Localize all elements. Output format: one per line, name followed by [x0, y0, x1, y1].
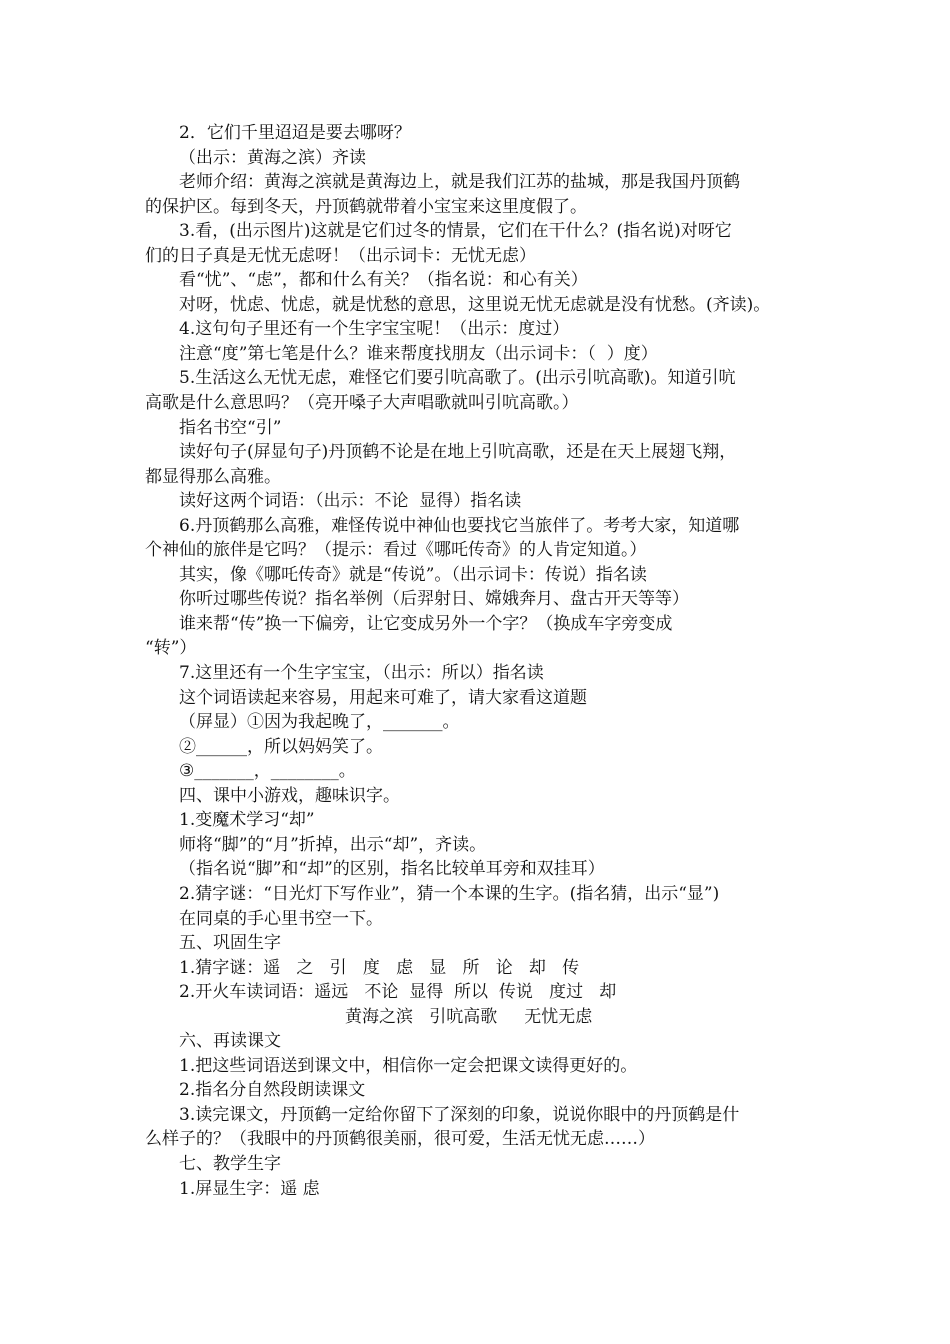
- text-line: 你听过哪些传说？指名举例（后羿射日、嫦娥奔月、盘古开天等等）: [179, 589, 689, 610]
- text-line: 的保护区。每到冬天，丹顶鹤就带着小宝宝来这里度假了。: [145, 196, 587, 217]
- text-line: 黄海之滨 引吭高歌 无忧无虑: [345, 1006, 593, 1027]
- text-line: 都显得那么高雅。: [145, 466, 281, 487]
- text-line: 么样子的？（我眼中的丹顶鹤很美丽，很可爱，生活无忧无虑……）: [145, 1129, 655, 1150]
- document-page: [145, 121, 825, 1201]
- text-line: 7.这里还有一个生字宝宝，（出示：所以）指名读: [179, 663, 544, 684]
- text-line: 其实，像《哪吒传奇》就是“传说”。（出示词卡：传说）指名读: [179, 564, 647, 585]
- text-line: 3.看，(出示图片)这就是它们过冬的情景，它们在干什么？(指名说)对呀它: [179, 221, 732, 242]
- text-line: 谁来帮“传”换一下偏旁，让它变成另外一个字？（换成车字旁变成: [179, 613, 673, 634]
- text-line: （出示：黄海之滨）齐读: [179, 147, 366, 168]
- text-line: ②______，所以妈妈笑了。: [179, 736, 383, 757]
- text-line: 3.读完课文，丹顶鹤一定给你留下了深刻的印象，说说你眼中的丹顶鹤是什: [179, 1104, 740, 1125]
- text-line: 2.猜字谜：“日光灯下写作业”，猜一个本课的生字。(指名猜，出示“显”): [179, 883, 720, 904]
- text-line: 1.把这些词语送到课文中，相信你一定会把课文读得更好的。: [179, 1055, 638, 1076]
- text-line: 读好句子(屏显句子)丹顶鹤不论是在地上引吭高歌，还是在天上展翅飞翔，: [179, 442, 737, 463]
- text-line: 七、教学生字: [179, 1153, 281, 1174]
- text-line: ③_______，________。: [179, 761, 356, 782]
- text-line: 2.指名分自然段朗读课文: [179, 1080, 366, 1101]
- text-line: 2．它们千里迢迢是要去哪呀？: [179, 123, 411, 143]
- text-line: 五、巩固生字: [179, 933, 281, 954]
- text-line: 对呀，忧虑、忧虑，就是忧愁的意思，这里说无忧无虑就是没有忧愁。(齐读)。: [179, 294, 771, 315]
- text-line: 指名书空“引”: [179, 417, 282, 438]
- text-line: 6.丹顶鹤那么高雅，难怪传说中神仙也要找它当旅伴了。考考大家，知道哪: [179, 515, 740, 536]
- text-line: （指名说“脚”和“却”的区别，指名比较单耳旁和双挂耳）: [179, 859, 605, 880]
- text-line: 们的日子真是无忧无虑呀！（出示词卡：无忧无虑）: [145, 245, 536, 266]
- text-line: “转”）: [145, 638, 197, 659]
- text-line: 师将“脚”的“月”折掉，出示“却”，齐读。: [179, 834, 487, 855]
- text-line: （屏显）①因为我起晚了，_______。: [179, 712, 460, 733]
- text-line: 个神仙的旅伴是它吗？（提示：看过《哪吒传奇》的人肯定知道。）: [145, 540, 647, 561]
- text-line: 注意“度”第七笔是什么？谁来帮度找朋友（出示词卡：（ ）度）: [179, 343, 658, 364]
- text-line: 在同桌的手心里书空一下。: [179, 908, 383, 929]
- text-line: 2.开火车读词语：遥远 不论 显得 所以 传说 度过 却: [179, 982, 617, 1003]
- text-line: 这个词语读起来容易，用起来可难了，请大家看这道题: [179, 687, 587, 708]
- text-line: 老师介绍：黄海之滨就是黄海边上，就是我们江苏的盐城，那是我国丹顶鹤: [179, 172, 740, 193]
- text-line: 4.这句句子里还有一个生字宝宝呢！（出示：度过）: [179, 319, 570, 340]
- text-line: 六、再读课文: [179, 1031, 281, 1052]
- text-line: 5.生活这么无忧无虑，难怪它们要引吭高歌了。(出示引吭高歌)。知道引吭: [179, 368, 736, 389]
- text-line: 1.屏显生字：遥 虑: [179, 1178, 320, 1199]
- text-line: 1.变魔术学习“却”: [179, 810, 315, 831]
- text-line: 四、课中小游戏，趣味识字。: [179, 785, 400, 806]
- text-line: 1.猜字谜：遥 之 引 度 虑 显 所 论 却 传: [179, 957, 580, 978]
- text-line: 读好这两个词语：（出示：不论 显得）指名读: [179, 491, 522, 512]
- text-line: 看“忧”、“虑”，都和什么有关？（指名说：和心有关）: [179, 270, 588, 291]
- text-line: 高歌是什么意思吗？（亮开嗓子大声唱歌就叫引吭高歌。）: [145, 393, 579, 414]
